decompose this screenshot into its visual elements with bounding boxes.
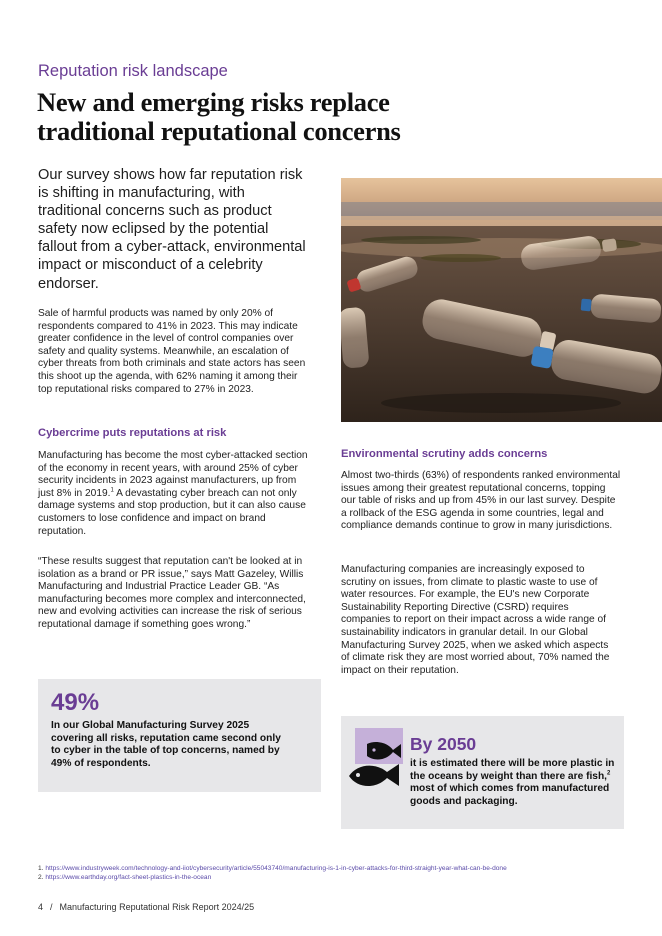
cybercrime-paragraph	[38, 450, 310, 538]
footnote-ref-2: 2	[607, 770, 611, 777]
fish-text-a: it is estimated there will be more plastic in the oceans by weight than there are fish,	[410, 758, 615, 782]
fish-title: By 2050	[410, 734, 477, 754]
environmental-paragraph: Almost two-thirds (63%) of respondents ranked environmental issues among their greatest reputational concerns, topping our table of risks and up from 45% in our last survey. Despite a rollback of the ESG agenda in some countries, legal and compliance demands continue to grow in many jurisdictions.	[341, 470, 621, 532]
plastic-bottles-photo	[341, 178, 662, 422]
stat-text: In our Global Manufacturing Survey 2025 covering all risks, reputation came second only to cyber in the table of top concerns, named by 49% of respondents.	[51, 720, 281, 769]
report-title: Manufacturing Reputational Risk Report 2024/25	[59, 902, 255, 912]
footnote-1	[38, 865, 507, 874]
quote-paragraph: “These results suggest that reputation can't be looked at in isolation as a brand or PR issue,” says Matt Gazeley, Willis Manufacturing and Industrial Practice Leader GB. “As manufacturing becomes more complex and interconnected, new and evolving activities can increase the risk of serious reputational damage if something goes wrong.”	[38, 556, 306, 630]
lead-paragraph: Our survey shows how far reputation risk is shifting in manufacturing, with traditional concerns such as product safety now eclipsed by the potential fallout from a cyber-attack, environmental impact or misconduct of a celebrity endorser.	[38, 167, 306, 292]
page-number: 4	[38, 902, 44, 912]
footnote-link-2[interactable]: https://www.earthday.org/fact-sheet-plastics-in-the-ocean	[45, 873, 212, 881]
cybercrime-subheading: Cybercrime puts reputations at risk	[38, 427, 227, 439]
fish-text	[410, 758, 620, 808]
footer-separator: /	[50, 902, 53, 912]
footnote-number: 2.	[38, 873, 44, 881]
scrutiny-paragraph: Manufacturing companies are increasingly exposed to scrutiny on issues, from climate to plastic waste to use of water resources. For example, the EU's new Corporate Sustainability Reporting Directive (CSRD) requires companies to report on their impact across a wide range of sustainability indicators in granular detail. In our Global Manufacturing Survey 2025, when we asked which aspects of climate risk they are most worried about, 70% named the impact on their reputation.	[341, 564, 610, 676]
footnote-ref-1: 1	[110, 487, 114, 494]
footnotes	[38, 865, 507, 882]
environmental-subheading: Environmental scrutiny adds concerns	[341, 448, 548, 460]
intro-paragraph: Sale of harmful products was named by only 20% of respondents compared to 41% in 2023. This may indicate greater confidence in the level of control companies over safety and quality systems. Meanwhile, an escalation of cyber threats from both criminals and state actors has seen this shoot up the agenda, with 62% naming it among their top reputational risks compared to 27% in 2023.	[38, 308, 306, 395]
stat-callout	[38, 679, 321, 792]
footnote-number: 1.	[38, 865, 44, 872]
section-kicker: Reputation risk landscape	[38, 62, 228, 80]
beach-plastic-illustration	[341, 178, 662, 422]
footnote-2	[38, 874, 507, 883]
cybercrime-text-b: A devastating cyber breach can not only damage systems and stop production, but it can also cause customers to lose confidence and impact on brand reputation.	[38, 487, 306, 537]
page-footer	[38, 902, 254, 912]
stat-value: 49%	[51, 689, 100, 716]
fish-text-b: most of which comes from manufactured goods and packaging.	[410, 783, 610, 807]
fish-callout	[341, 716, 624, 829]
footnote-link-1[interactable]: https://www.industryweek.com/technology-and-iiot/cybersecurity/article/55043740/manufacturing-is-1-in-cyber-attacks-for-third-straight-year-what-can-be-done	[45, 865, 507, 872]
page-headline: New and emerging risks replace traditional reputational concerns	[37, 87, 401, 146]
cybercrime-text-a: Manufacturing has become the most cyber-attacked section of the economy in recent years, with around 25% of cyber security incidents in 2023 against manufacturers, up from just 8% in 2019.	[38, 450, 308, 499]
fish-icon	[347, 742, 407, 790]
